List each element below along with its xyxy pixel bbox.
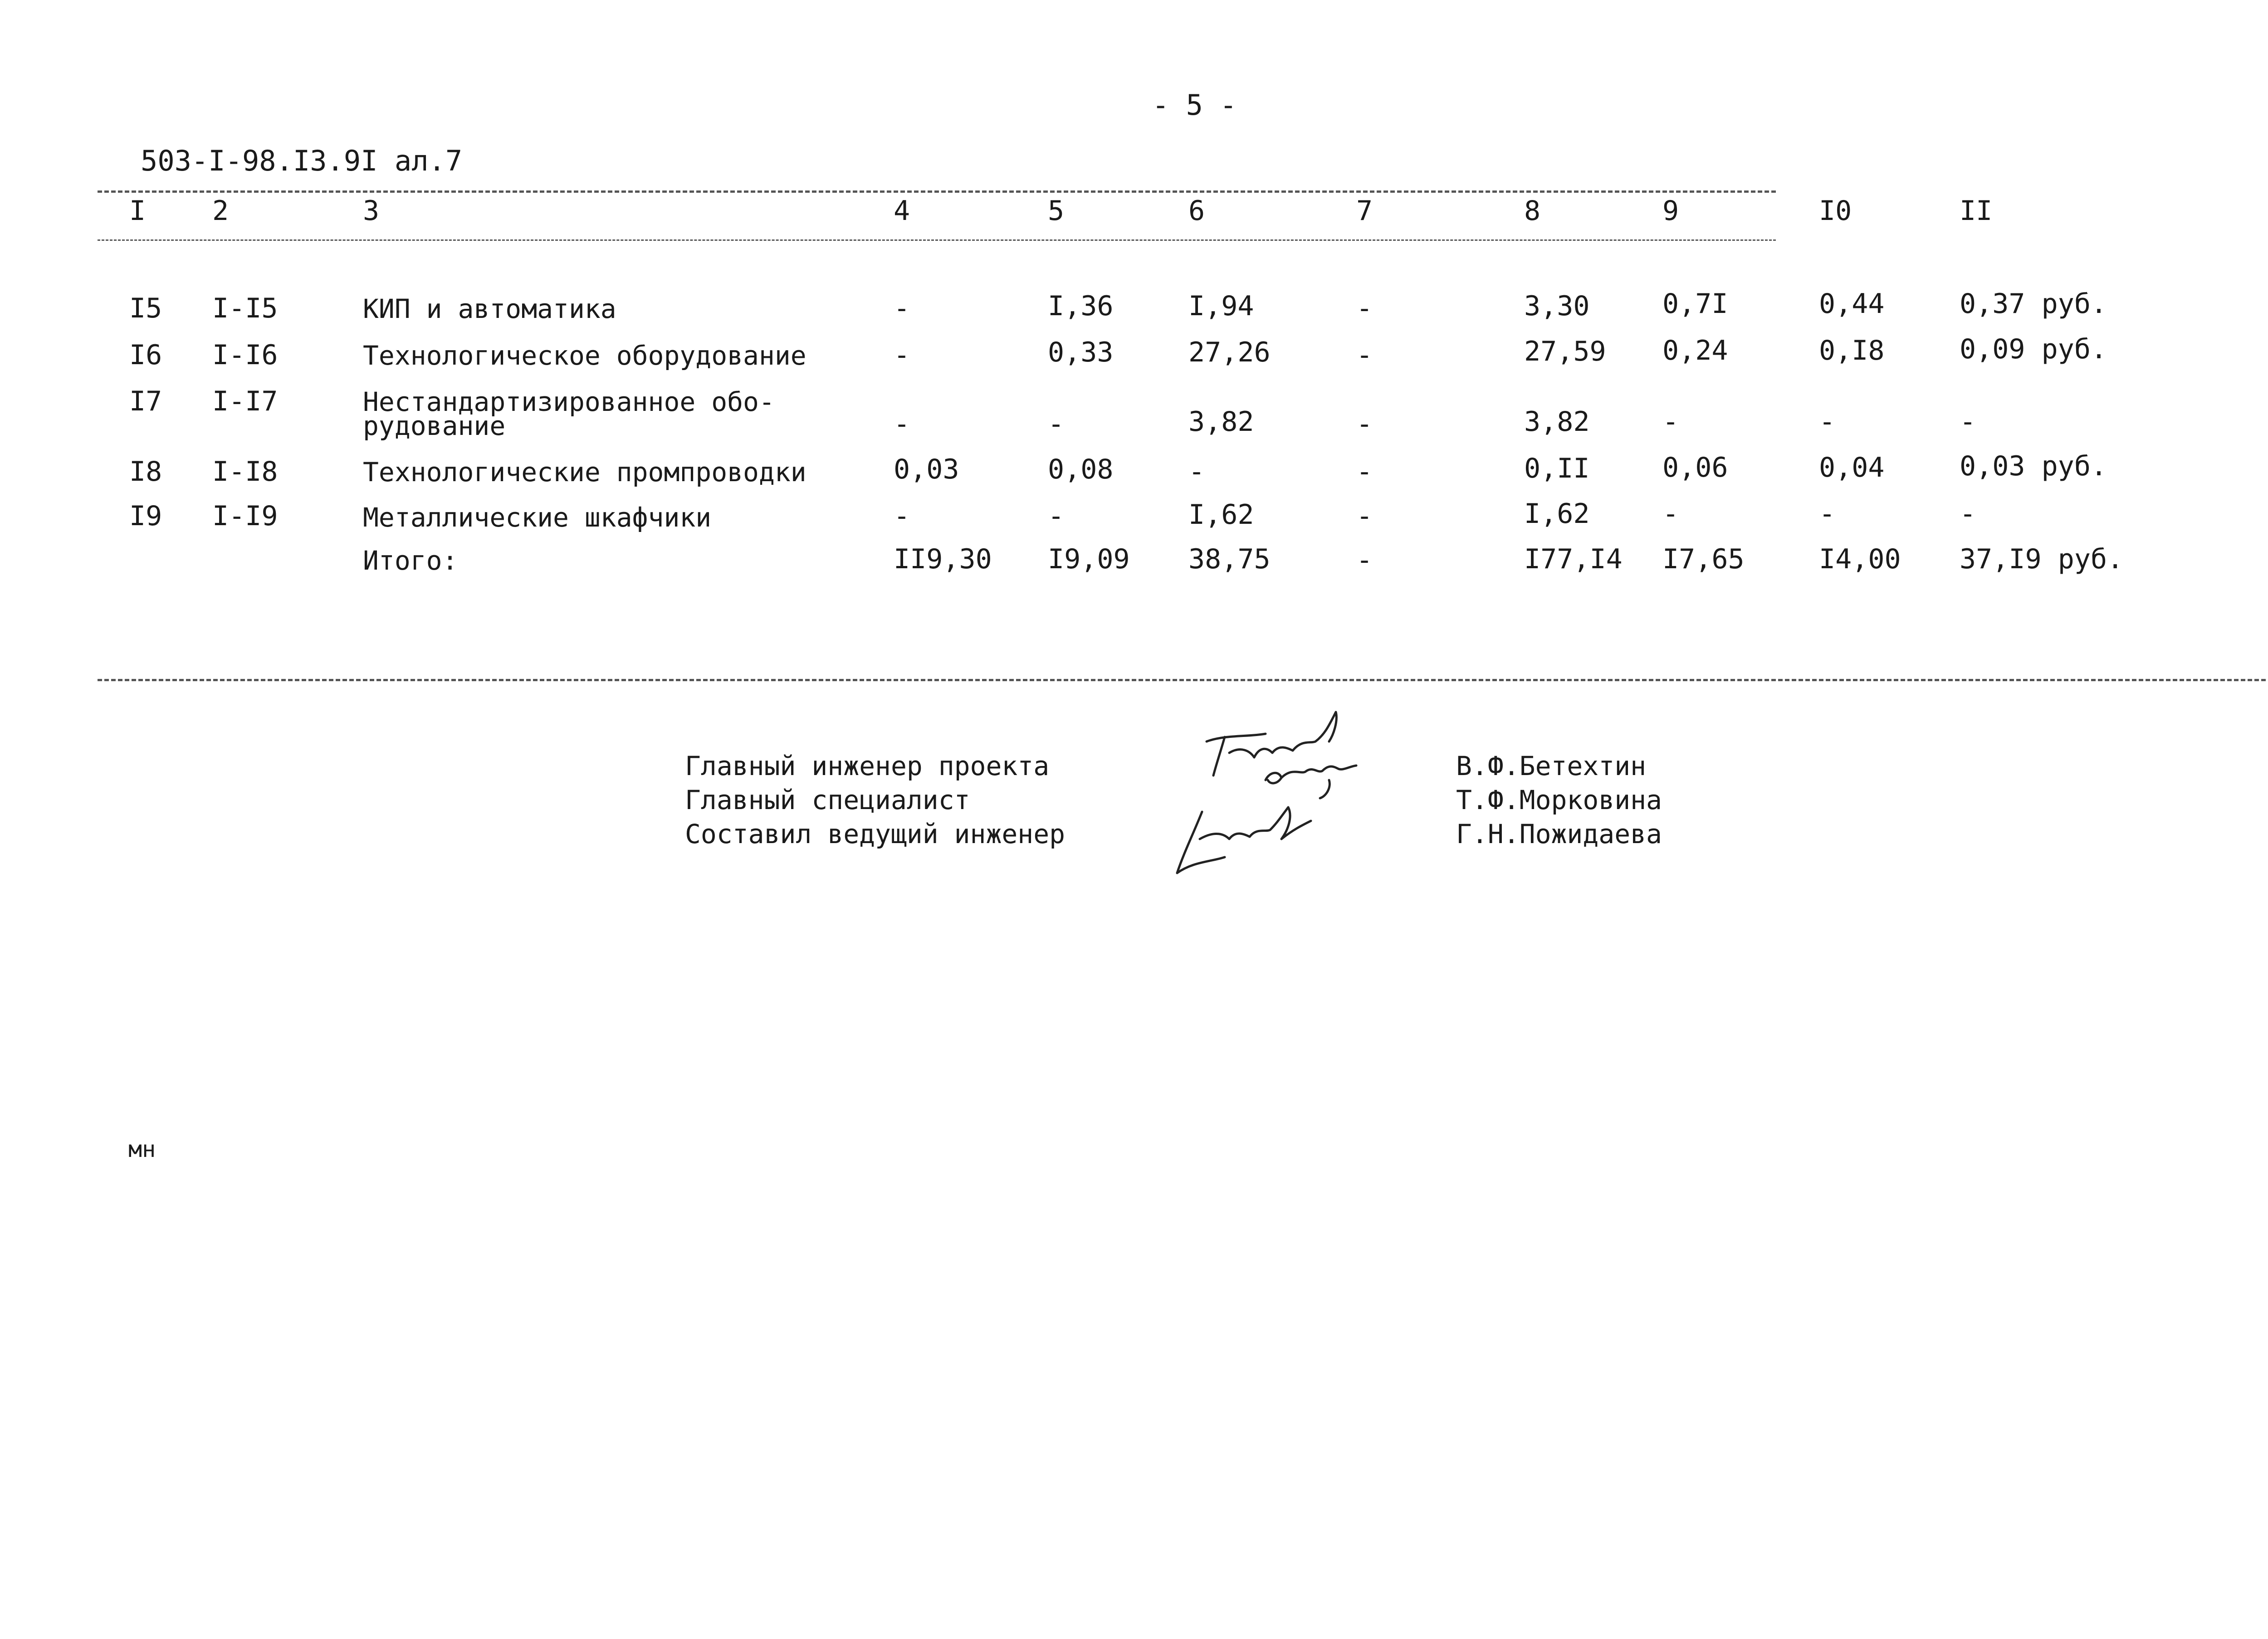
column-header: 4	[894, 195, 910, 227]
cell-col6: 27,26	[1188, 337, 1271, 368]
signatory-role: Составил ведущий инженер	[685, 819, 1066, 849]
cell-col7: -	[1356, 339, 1373, 371]
row-name: Технологическое оборудование	[363, 340, 807, 371]
cell-col4: -	[894, 293, 910, 324]
total-col5: I9,09	[1048, 543, 1130, 575]
cell-col5: 0,08	[1048, 454, 1114, 485]
cell-col8: 3,82	[1524, 406, 1590, 438]
row-number: I8	[129, 456, 162, 488]
row-name-continuation: рудование	[363, 410, 506, 441]
signatory-name: Г.Н.Пожидаева	[1456, 819, 1662, 849]
signatory-name: В.Ф.Бетехтин	[1456, 751, 1647, 781]
row-name: Технологические промпроводки	[363, 457, 807, 488]
cell-col6: -	[1188, 456, 1205, 488]
row-number: I6	[129, 339, 162, 371]
header-bottom-rule	[98, 239, 1776, 241]
cell-col11: 0,37 руб.	[1960, 288, 2107, 320]
cell-col9: -	[1662, 406, 1679, 438]
table-top-rule	[98, 190, 1776, 193]
cell-col9: 0,7I	[1662, 288, 1728, 320]
signatory-role: Главный специалист	[685, 785, 970, 815]
column-header: 9	[1662, 195, 1679, 227]
total-label: Итого:	[363, 545, 458, 576]
cell-col4: -	[894, 339, 910, 371]
row-number: I9	[129, 500, 162, 532]
cell-col8: 0,II	[1524, 453, 1590, 484]
row-name: Металлические шкафчики	[363, 502, 712, 533]
total-col10: I4,00	[1819, 543, 1901, 575]
total-col9: I7,65	[1662, 543, 1745, 575]
cell-col5: I,36	[1048, 290, 1114, 322]
cell-col6: 3,82	[1188, 406, 1254, 438]
total-col11: 37,I9 руб.	[1960, 543, 2124, 575]
row-code: I-I8	[212, 456, 278, 488]
column-header: 8	[1524, 195, 1541, 227]
row-number: I5	[129, 293, 162, 324]
cell-col11: -	[1960, 406, 1976, 438]
cell-col10: -	[1819, 406, 1836, 438]
cell-col10: 0,04	[1819, 452, 1885, 483]
column-header: I	[129, 195, 146, 227]
cell-col4: -	[894, 408, 910, 440]
cell-col8: 3,30	[1524, 290, 1590, 322]
page-number: - 5 -	[1152, 88, 1237, 122]
cell-col11: 0,03 руб.	[1960, 450, 2107, 482]
column-header: 2	[212, 195, 229, 227]
cell-col7: -	[1356, 500, 1373, 532]
row-code: I-I5	[212, 293, 278, 324]
cell-col8: I,62	[1524, 498, 1590, 530]
cell-col10: 0,44	[1819, 288, 1885, 320]
cell-col4: 0,03	[894, 454, 959, 485]
signatory-role: Главный инженер проекта	[685, 751, 1050, 781]
cell-col11: -	[1960, 498, 1976, 530]
cell-col9: -	[1662, 498, 1679, 530]
cell-col7: -	[1356, 456, 1373, 488]
footer-mark: мн	[128, 1136, 156, 1162]
cell-col5: -	[1048, 408, 1065, 440]
row-name: КИП и автоматика	[363, 293, 616, 324]
column-header: 5	[1048, 195, 1065, 227]
row-code: I-I6	[212, 339, 278, 371]
column-header: II	[1960, 195, 1993, 227]
table-end-rule	[98, 679, 2266, 681]
column-header: 7	[1356, 195, 1373, 227]
cell-col7: -	[1356, 408, 1373, 440]
cell-col5: 0,33	[1048, 337, 1114, 368]
cell-col9: 0,06	[1662, 452, 1728, 483]
cell-col11: 0,09 руб.	[1960, 333, 2107, 365]
cell-col4: -	[894, 500, 910, 532]
total-col8: I77,I4	[1524, 543, 1623, 575]
cell-col8: 27,59	[1524, 336, 1606, 367]
total-col6: 38,75	[1188, 543, 1271, 575]
signatory-name: Т.Ф.Морковина	[1456, 785, 1662, 815]
handwritten-signatures	[1157, 698, 1411, 893]
row-number: I7	[129, 385, 162, 417]
column-header: I0	[1819, 195, 1852, 227]
cell-col6: I,94	[1188, 290, 1254, 322]
row-code: I-I9	[212, 500, 278, 532]
column-header: 6	[1188, 195, 1205, 227]
cell-col10: 0,I8	[1819, 335, 1885, 366]
cell-col5: -	[1048, 500, 1065, 532]
total-col7: -	[1356, 544, 1373, 576]
column-header: 3	[363, 195, 380, 227]
document-code: 503-I-98.I3.9I ал.7	[141, 144, 463, 177]
total-col4: II9,30	[894, 543, 992, 575]
cell-col9: 0,24	[1662, 335, 1728, 366]
cell-col7: -	[1356, 293, 1373, 324]
row-code: I-I7	[212, 385, 278, 417]
row-name: Нестандартизированное обо-	[363, 386, 775, 417]
cell-col6: I,62	[1188, 499, 1254, 531]
cell-col10: -	[1819, 498, 1836, 530]
